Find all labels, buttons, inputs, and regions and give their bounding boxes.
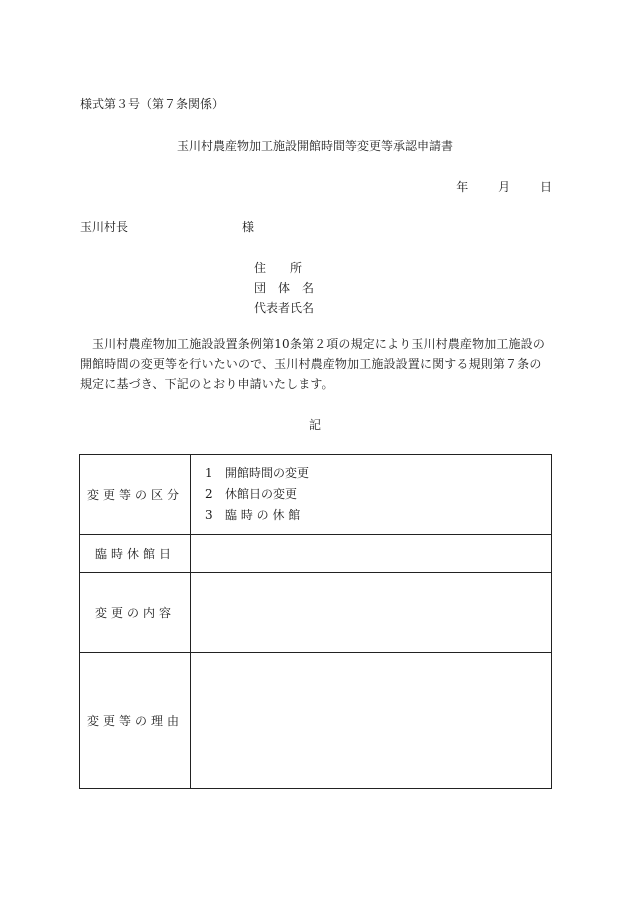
option-text: 休館日の変更 (225, 487, 298, 501)
option-item (205, 463, 551, 484)
representative-label: 代表者氏名 (254, 301, 315, 315)
form-number: 様式第３号（第７条関係） (80, 97, 225, 111)
date-month: 月 (498, 180, 511, 194)
option-item (205, 505, 551, 526)
change-reason-label: 変更等の理由 (80, 653, 191, 789)
option-text: 開館時間の変更 (225, 466, 310, 480)
table-row (80, 653, 552, 789)
date-line (430, 178, 552, 195)
change-content-field[interactable] (191, 573, 552, 653)
option-item (205, 484, 551, 505)
date-year: 年 (456, 180, 469, 194)
change-reason-field[interactable] (191, 653, 552, 789)
date-day: 日 (539, 180, 552, 194)
document-title: 玉川村農産物加工施設開館時間等変更等承認申請書 (176, 139, 453, 153)
addressee-name: 玉川村長 (80, 220, 129, 234)
ki-heading: 記 (308, 418, 321, 432)
application-form-table (79, 454, 552, 789)
option-number: 3 (205, 508, 213, 522)
option-number: 2 (205, 487, 213, 501)
option-number: 1 (205, 466, 213, 480)
addressee-honorific: 様 (242, 220, 255, 234)
group-name-label: 団 体 名 (254, 281, 315, 295)
applicant-block (254, 258, 314, 318)
addressee (80, 218, 255, 235)
temporary-closure-field[interactable] (191, 535, 552, 573)
change-content-label: 変更の内容 (80, 573, 191, 653)
address-label: 住 所 (254, 261, 303, 275)
table-row (80, 455, 552, 535)
change-category-options (191, 455, 552, 535)
option-text: 臨 時 の 休 館 (225, 508, 301, 522)
temporary-closure-label: 臨時休館日 (80, 535, 191, 573)
table-row (80, 535, 552, 573)
application-body-text: 玉川村農産物加工施設設置条例第10条第２項の規定により玉川村農産物加工施設の開館時間の変更等を行いたいので、玉川村農産物加工施設設置に関する規則第７条の規定に基づき、下記のとおり申請いたします。 (80, 337, 545, 391)
table-row (80, 573, 552, 653)
change-category-label: 変更等の区分 (80, 455, 191, 535)
